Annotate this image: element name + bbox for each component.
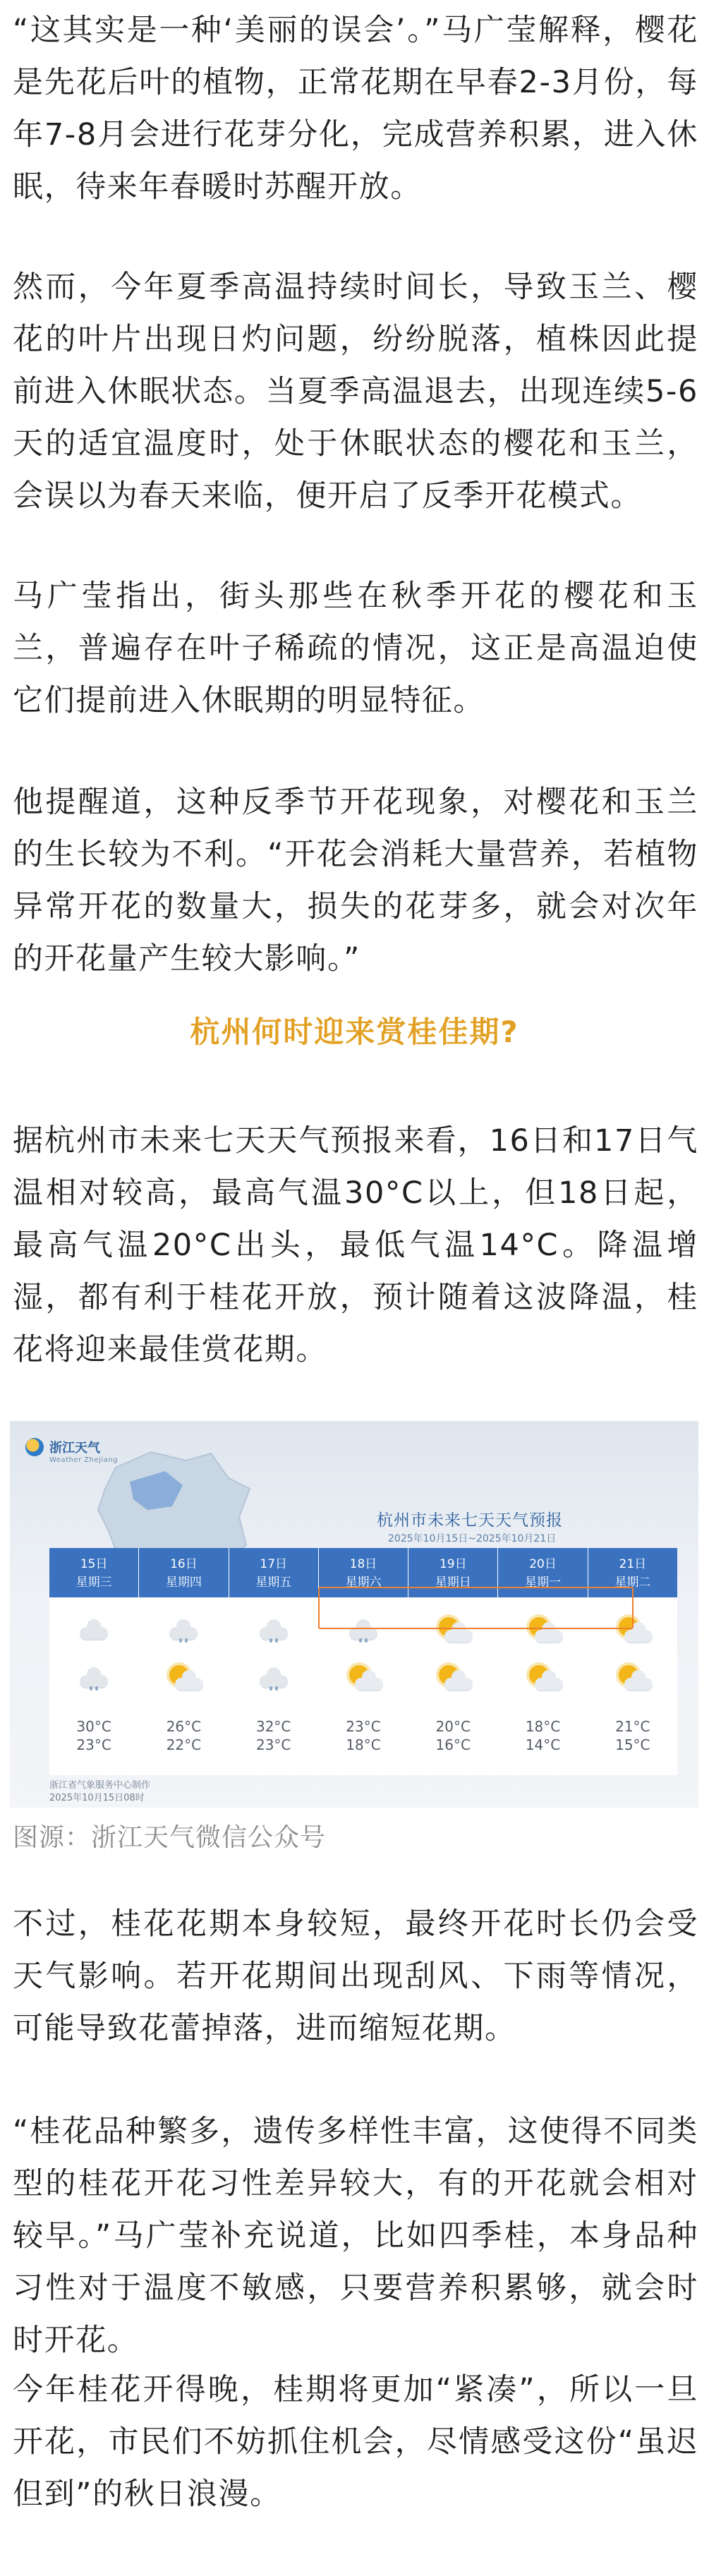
forecast-day-weekday: 星期一 xyxy=(525,1576,562,1590)
cloudy-rain-icon xyxy=(255,1664,292,1692)
forecast-day-header xyxy=(229,1548,318,1597)
forecast-highlight-box xyxy=(318,1587,634,1629)
forecast-day-weekday: 星期四 xyxy=(165,1576,202,1590)
forecast-day-date: 21日 xyxy=(619,1557,647,1571)
paragraph-2: 然而，今年夏季高温持续时间长，导致玉兰、樱花的叶片出现日灼问题，纷纷脱落，植株因此提前进入休眠状态。当夏季高温退去，出现连续5-6天的适宜温度时，处于休眠状态的樱花和玉兰，会误以为春天来临，便开启了反季开花模式。 xyxy=(13,270,698,514)
forecast-day-weekday: 星期六 xyxy=(345,1576,382,1590)
partly-sunny-icon xyxy=(614,1664,651,1692)
paragraph-6: 不过，桂花花期本身较短，最终开花时长仍会受天气影响。若开花期间出现刮风、下雨等情况，可能导致花蕾掉落，进而缩短花期。 xyxy=(13,1906,698,2046)
partly-sunny-icon xyxy=(165,1664,202,1692)
forecast-high-temp: 26°C xyxy=(166,1718,202,1735)
partly-sunny-icon xyxy=(435,1664,471,1692)
partly-sunny-icon xyxy=(345,1664,382,1692)
forecast-high-temp: 18°C xyxy=(525,1718,561,1735)
forecast-high-temp: 20°C xyxy=(435,1718,471,1735)
forecast-logo-text: 浙江天气 xyxy=(49,1441,100,1456)
forecast-low-temp: 23°C xyxy=(76,1736,111,1753)
forecast-low-temp: 14°C xyxy=(525,1736,561,1753)
cloudy-rain-icon xyxy=(165,1616,202,1644)
forecast-day-date: 16日 xyxy=(170,1557,198,1571)
forecast-low-temp: 23°C xyxy=(255,1736,291,1753)
forecast-day xyxy=(588,1548,677,1775)
forecast-day-weekday: 星期二 xyxy=(614,1576,651,1590)
forecast-day-header xyxy=(49,1548,138,1597)
forecast-source-org: 浙江省气象服务中心制作 xyxy=(49,1780,151,1791)
forecast-low-temp: 16°C xyxy=(435,1736,471,1753)
forecast-high-temp: 23°C xyxy=(346,1718,381,1735)
forecast-image xyxy=(10,1421,698,1808)
forecast-low-temp: 22°C xyxy=(166,1736,202,1753)
forecast-table xyxy=(49,1548,677,1775)
forecast-day-weekday: 星期三 xyxy=(75,1576,112,1590)
forecast-source xyxy=(49,1779,150,1805)
paragraph-5: 据杭州市未来七天天气预报来看，16日和17日气温相对较高，最高气温30°C以上，但18日起，最高气温20°C出头，最低气温14°C。降温增湿，都有利于桂花开放，预计随着这波降温，桂花将迎来最佳赏花期。 xyxy=(13,1123,698,1367)
forecast-day xyxy=(139,1548,229,1775)
paragraph-7: “桂花品种繁多，遗传多样性丰富，这使得不同类型的桂花开花习性差异较大，有的开花就会相对较早。”马广莹补充说道，比如四季桂，本身品种习性对于温度不敏感，只要营养积累够，就会时时开花。 xyxy=(13,2114,698,2358)
forecast-day xyxy=(229,1548,319,1775)
paragraph-1: “这其实是一种‘美丽的误会’。”马广莹解释，樱花是先花后叶的植物，正常花期在早春2-3月份，每年7-8月会进行花芽分化，完成营养积累，进入休眠，待来年春暖时苏醒开放。 xyxy=(13,13,698,205)
partly-sunny-icon xyxy=(525,1664,562,1692)
forecast-logo-subtitle: Weather Zhejiang xyxy=(49,1456,118,1464)
image-caption: 图源：浙江天气微信公众号 xyxy=(13,1823,327,1852)
forecast-date-range: 2025年10月15日~2025年10月21日 xyxy=(388,1533,557,1544)
forecast-day-date: 20日 xyxy=(529,1557,557,1571)
cloudy-rain-icon xyxy=(255,1616,292,1644)
forecast-low-temp: 15°C xyxy=(615,1736,650,1753)
paragraph-8: 今年桂花开得晚，桂期将更加“紧凑”，所以一旦开花，市民们不妨抓住机会，尽情感受这份“虽迟但到”的秋日浪漫。 xyxy=(13,2372,698,2512)
forecast-day xyxy=(49,1548,139,1775)
forecast-source-time: 2025年10月15日08时 xyxy=(49,1793,145,1803)
paragraph-3: 马广莹指出，街头那些在秋季开花的樱花和玉兰，普遍存在叶子稀疏的情况，这正是高温迫使它们提前进入休眠期的明显特征。 xyxy=(13,579,698,718)
forecast-low-temp: 18°C xyxy=(346,1736,381,1753)
forecast-day-date: 15日 xyxy=(80,1557,108,1571)
forecast-high-temp: 32°C xyxy=(255,1718,291,1735)
cloudy-rain-icon xyxy=(75,1664,112,1692)
forecast-day xyxy=(498,1548,588,1775)
forecast-high-temp: 30°C xyxy=(76,1718,111,1735)
cloudy-icon xyxy=(75,1616,112,1644)
forecast-day-header xyxy=(139,1548,228,1597)
paragraph-4: 他提醒道，这种反季节开花现象，对樱花和玉兰的生长较为不利。“开花会消耗大量营养，若植物异常开花的数量大，损失的花芽多，就会对次年的开花量产生较大影响。” xyxy=(13,785,698,976)
forecast-day-weekday: 星期日 xyxy=(435,1576,471,1590)
forecast-day xyxy=(408,1548,498,1775)
forecast-day xyxy=(319,1548,408,1775)
zhejiang-weather-logo-icon xyxy=(25,1438,44,1456)
section-heading: 杭州何时迎来赏桂佳期? xyxy=(190,1015,519,1049)
forecast-day-date: 18日 xyxy=(349,1557,377,1571)
forecast-title: 杭州市未来七天天气预报 xyxy=(377,1511,563,1530)
forecast-day-date: 19日 xyxy=(439,1557,467,1571)
forecast-high-temp: 21°C xyxy=(615,1718,650,1735)
forecast-day-weekday: 星期五 xyxy=(255,1576,292,1590)
forecast-day-date: 17日 xyxy=(260,1557,288,1571)
